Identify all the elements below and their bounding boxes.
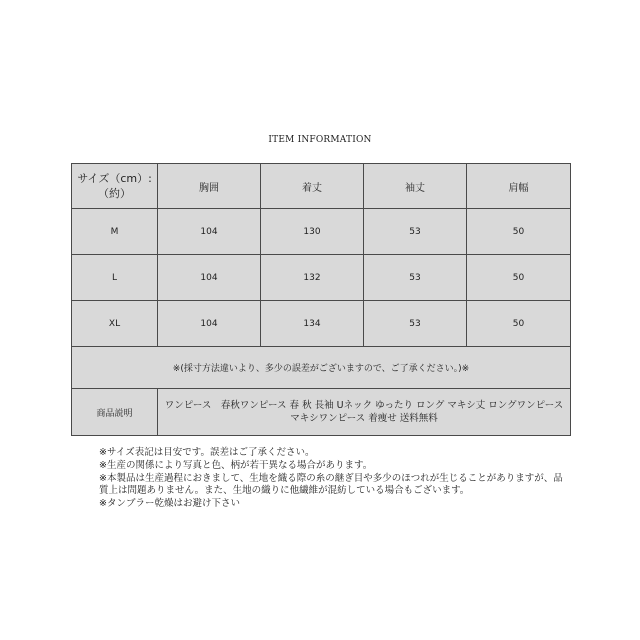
size-table — [71, 163, 571, 436]
note-item: ※サイズ表記は目安です。誤差はご了承ください。 — [99, 447, 315, 458]
value-cell: 50 — [467, 255, 571, 301]
value-cell: 104 — [158, 209, 261, 255]
note-item: ※タンブラー乾燥はお避け下さい — [99, 498, 240, 510]
size-cell: XL — [72, 301, 158, 347]
product-label: 商品説明 — [72, 389, 158, 436]
size-header-label: サイズ（cm）: （約） — [77, 172, 152, 200]
notes-list — [99, 447, 569, 511]
value-cell: 134 — [261, 301, 364, 347]
header-chest: 胸囲 — [158, 164, 261, 209]
value-cell: 104 — [158, 255, 261, 301]
value-cell: 50 — [467, 209, 571, 255]
value-cell: 132 — [261, 255, 364, 301]
size-cell: L — [72, 255, 158, 301]
value-cell: 50 — [467, 301, 571, 347]
size-header-cell — [72, 164, 158, 209]
measurement-note-row — [72, 347, 571, 389]
header-shoulder: 肩幅 — [467, 164, 571, 209]
header-length: 着丈 — [261, 164, 364, 209]
product-description-row — [72, 389, 571, 436]
table-row — [72, 301, 571, 347]
size-cell: M — [72, 209, 158, 255]
measurement-note: ※(採寸方法違いより、多少の誤差がございますので、ご了承ください。)※ — [72, 347, 571, 389]
note-item: ※生産の関係により写真と色、柄が若干異なる場合があります。 — [99, 459, 373, 471]
value-cell: 53 — [364, 255, 467, 301]
table-row — [72, 255, 571, 301]
value-cell: 53 — [364, 209, 467, 255]
note-item: ※本製品は生産過程におきまして、生地を織る際の糸の継ぎ目や多少のほつれが生じることがありますが、品質上は問題ありません。また、生地の織りに他繊維が混紡している場合もございます。 — [99, 472, 563, 497]
value-cell: 53 — [364, 301, 467, 347]
table-header-row — [72, 164, 571, 209]
page-title: ITEM INFORMATION — [268, 135, 372, 145]
table-row — [72, 209, 571, 255]
value-cell: 130 — [261, 209, 364, 255]
product-description: ワンピース 春秋ワンピース 春 秋 長袖 Uネック ゆったり ロング マキシ丈 ロングワンピース マキシワンピース 着痩せ 送料無料 — [158, 389, 571, 436]
header-sleeve: 袖丈 — [364, 164, 467, 209]
value-cell: 104 — [158, 301, 261, 347]
